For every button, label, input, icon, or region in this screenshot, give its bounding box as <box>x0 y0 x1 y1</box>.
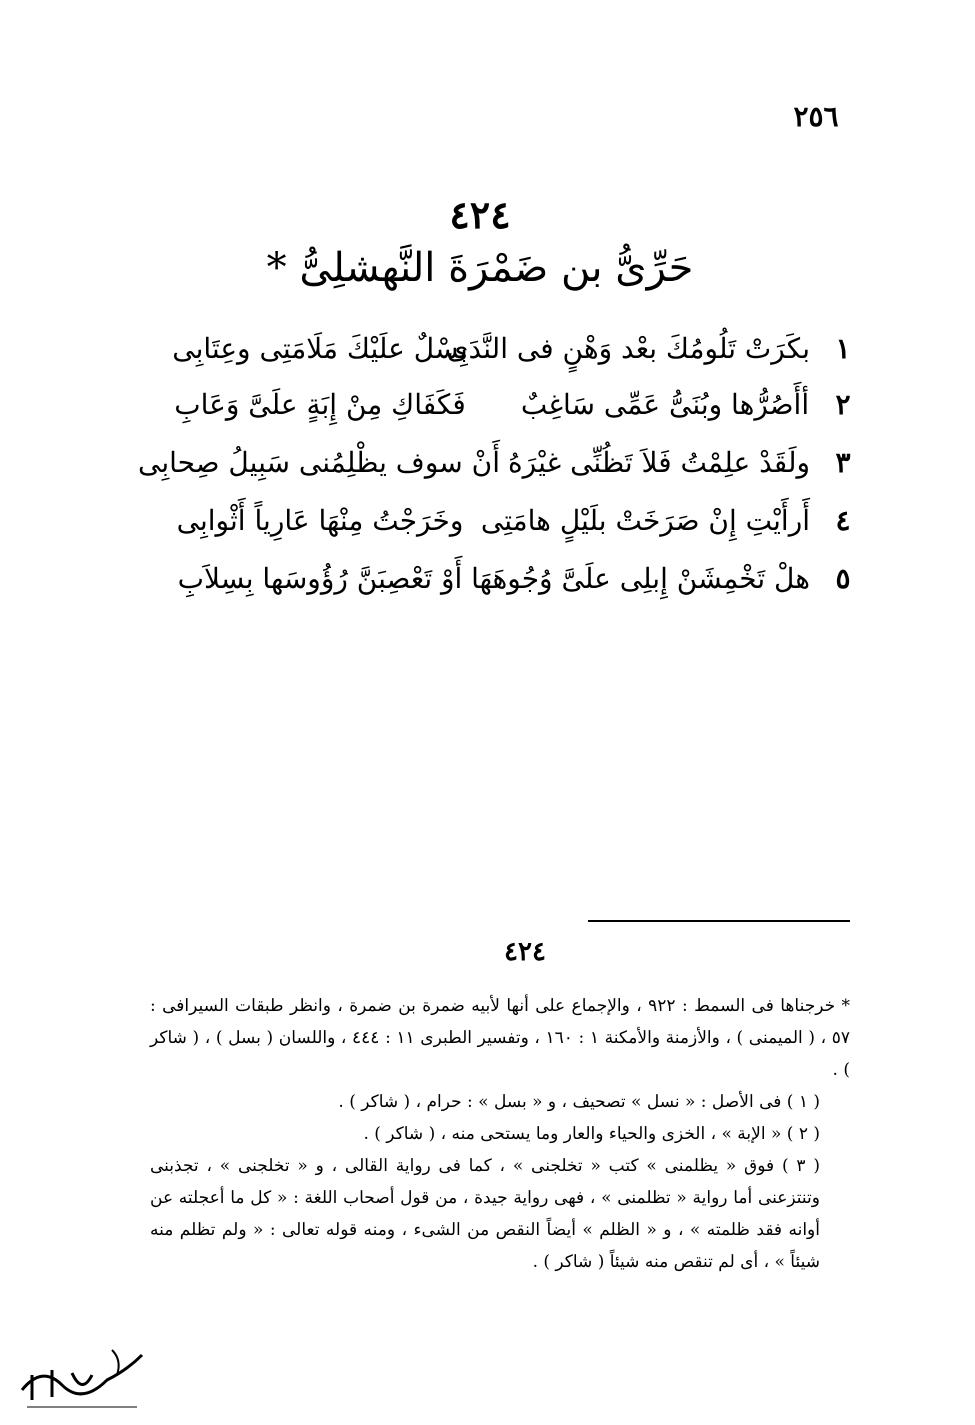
verse-number: ٥ <box>835 562 851 595</box>
verse-second-hemistich: فَكَفَاكِ مِنْ إِبَةٍ علَىَّ وَعَابِ <box>174 388 466 421</box>
poet-name: حَرِّىُّ بن ضَمْرَةَ النَّهشلِىُّ * <box>266 245 694 291</box>
verse-line <box>140 446 860 496</box>
poem-number: ٤٢٤ <box>449 192 511 237</box>
verse-number: ٣ <box>835 446 851 479</box>
footnote-3: ( ٣ ) فوق « يظلمنى » كتب « تخلجنى » ، كما فى رواية القالى ، و « تخلجنى » ، تجذبنى وتنتزعنى أما رواية « تظلمنى » ، فهى رواية جيدة ، من قول أصحاب اللغة : « كل ما أعجلته عن أوانه فقد ظلمته » ، و « الظلم » أيضاً النقص من الشىء ، ومنه قوله تعالى : « ولم تظلم منه شيئاً » ، أى لم تنقص منه شيئاً ( شاكر ) . <box>150 1156 821 1272</box>
library-stamp-logo <box>12 1335 152 1415</box>
verse-number: ٢ <box>835 388 851 421</box>
footnote-heading-number: ٤٢٤ <box>504 937 546 967</box>
verse-number: ٤ <box>835 504 851 537</box>
footnote-source: * خرجناها فى السمط : ٩٢٢ ، والإجماع على أنها لأبيه ضمرة بن ضمرة ، وانظر طبقات السيرافى : ٥٧ ، ( الميمنى ) ، والأزمنة والأمكنة ١ : ١٦٠ ، وتفسير الطبرى ١١ : ٤٤٤ ، واللسان ( بسل ) ، ( شاكر ) . <box>150 996 851 1080</box>
footnote-1: ( ١ ) فى الأصل : « نسل » تصحيف ، و « بسل » : حرام ، ( شاكر ) . <box>338 1092 820 1112</box>
verse-number: ١ <box>835 332 851 365</box>
page-number: ٢٥٦ <box>793 100 839 133</box>
verse-first-hemistich: ولَقَدْ علِمْتُ فَلاَ تَظُنِّى غيْرَهُ <box>507 446 810 479</box>
verse-first-hemistich: أأَصُرُّها وبُنَىُّ عَمِّى سَاغِبٌ <box>520 388 810 421</box>
verse-line <box>140 388 860 438</box>
footnotes <box>150 990 850 1278</box>
footnote-2: ( ٢ ) « الإبة » ، الخزى والحياء والعار وما يستحى منه ، ( شاكر ) . <box>363 1124 820 1144</box>
verse-first-hemistich: بكَرَتْ تَلُومُكَ بعْد وَهْنٍ فى النَّدَى <box>446 332 810 365</box>
verse-line <box>140 562 860 612</box>
verse-first-hemistich: أَرأَيْتِ إِنْ صَرَخَتْ بلَيْلٍ هامَتِى <box>480 504 810 537</box>
verse-first-hemistich: هلْ تَخْمِشَنْ إِبلِى علَىَّ وُجُوهَهَا <box>471 562 810 595</box>
verse-second-hemistich: أَنْ سوف يظْلِمُنى سَبِيلُ صِحابِى <box>138 446 500 479</box>
verse-second-hemistich: أَوْ تَعْصِبَنَّ رُؤُوسَها بِسِلاَبِ <box>177 562 463 595</box>
verse-second-hemistich: بِسْلٌ علَيْكَ مَلَامَتِى وعِتَابِى <box>172 332 468 365</box>
verse-line <box>140 332 860 382</box>
footnote-divider <box>588 920 850 922</box>
verse-line <box>140 504 860 554</box>
verse-second-hemistich: وخَرَجْتُ مِنْهَا عَارِياً أَثْوابِى <box>176 504 464 537</box>
